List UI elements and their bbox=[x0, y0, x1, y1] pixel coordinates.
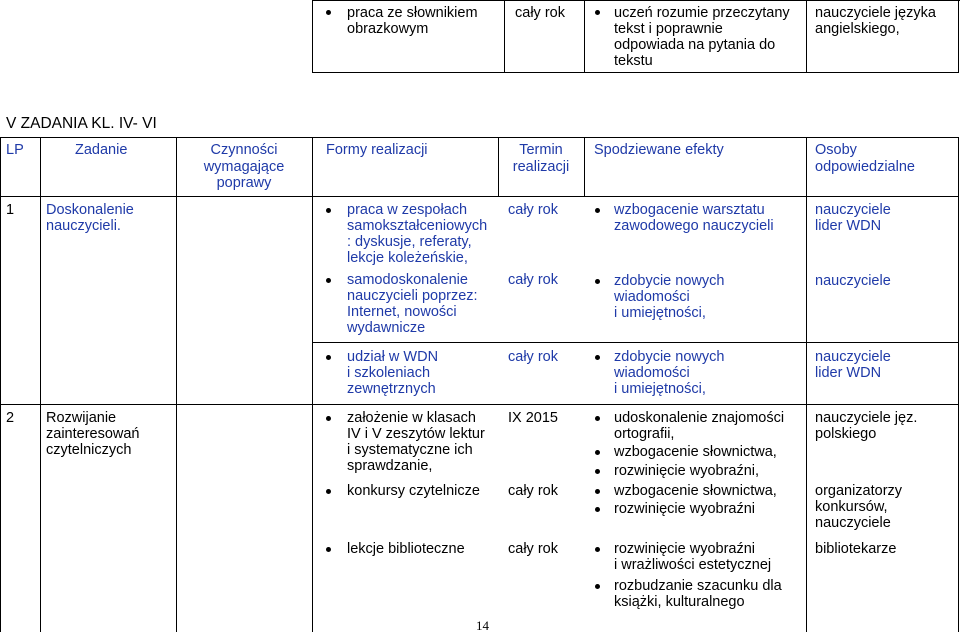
row2-forma1-line: i systematyczne ich bbox=[347, 442, 473, 458]
row1-forma2-line: samodoskonalenie bbox=[347, 272, 468, 288]
row1-efekt-line: zdobycie nowych bbox=[614, 349, 725, 365]
row2-forma1-line: założenie w klasach bbox=[347, 410, 476, 426]
main-table-row-divider bbox=[312, 404, 959, 405]
bullet bbox=[595, 10, 600, 15]
row1-forma1-line: lekcje koleżeńskie, bbox=[347, 250, 468, 266]
top-osoby-line: angielskiego, bbox=[815, 21, 900, 37]
row1-forma2-line: nauczycieli poprzez: bbox=[347, 288, 478, 304]
bullet bbox=[326, 208, 331, 213]
main-table-col-divider bbox=[584, 137, 585, 196]
top-table-bottom-border bbox=[312, 72, 959, 73]
row1-zadanie-line: nauczycieli. bbox=[46, 218, 121, 234]
row1-forma1-line: praca w zespołach bbox=[347, 202, 468, 218]
bullet bbox=[326, 416, 331, 421]
row2-osoby-line: nauczyciele jęz. bbox=[815, 410, 918, 426]
row2-efekt-line: rozbudzanie szacunku dla bbox=[614, 578, 782, 594]
top-efekt-line: tekst i poprawnie bbox=[614, 21, 723, 37]
row1-osoby-line: nauczyciele bbox=[815, 273, 891, 289]
bullet bbox=[326, 278, 331, 283]
header-termin-line: Termin bbox=[519, 142, 563, 158]
bullet bbox=[595, 489, 600, 494]
top-efekt-line: odpowiada na pytania do bbox=[614, 37, 776, 53]
row2-efekt-line: i wrażliwości estetycznej bbox=[614, 557, 772, 573]
top-table-left-border bbox=[312, 0, 313, 72]
bullet bbox=[595, 355, 600, 360]
header-efekty: Spodziewane efekty bbox=[594, 142, 724, 158]
top-table-col-divider bbox=[806, 0, 807, 72]
row1-forma3-line: udział w WDN bbox=[347, 349, 439, 365]
row1-forma2-line: wydawnicze bbox=[347, 320, 426, 336]
row1-termin: cały rok bbox=[508, 272, 558, 288]
main-table-col-divider bbox=[806, 137, 807, 632]
main-table-top-border bbox=[0, 137, 959, 138]
top-forma-line: praca ze słownikiem bbox=[347, 5, 478, 21]
row1-efekt-line: wzbogacenie warsztatu bbox=[614, 202, 765, 218]
row1-forma2-line: Internet, nowości bbox=[347, 304, 457, 320]
bullet bbox=[326, 547, 331, 552]
header-czynnosci-line: wymagające bbox=[203, 158, 285, 175]
row2-osoby-line: bibliotekarze bbox=[815, 541, 897, 557]
row2-forma1-line: sprawdzanie, bbox=[347, 458, 433, 474]
bullet bbox=[326, 10, 331, 15]
row2-zadanie-line: czytelniczych bbox=[46, 442, 132, 458]
top-table-col-divider bbox=[584, 0, 585, 72]
row1-forma1-line: : dyskusje, referaty, bbox=[347, 234, 472, 250]
top-osoby-line: nauczyciele języka bbox=[815, 5, 936, 21]
header-osoby-line: odpowiedzialne bbox=[815, 158, 915, 175]
row1-forma1-line: samokształceniowych bbox=[347, 218, 488, 234]
header-czynnosci-line: Czynności bbox=[210, 142, 278, 158]
row1-osoby-line: nauczyciele bbox=[815, 349, 891, 365]
header-czynnosci-line: poprawy bbox=[216, 175, 272, 191]
header-lp: LP bbox=[6, 142, 24, 158]
row2-lp: 2 bbox=[6, 410, 15, 426]
main-table-header-bottom bbox=[0, 196, 959, 197]
row2-termin: cały rok bbox=[508, 541, 558, 557]
main-table-right-border bbox=[958, 137, 959, 632]
main-table-left-border bbox=[0, 137, 1, 632]
header-termin bbox=[498, 142, 584, 175]
bullet bbox=[326, 489, 331, 494]
row2-efekt-line: książki, kulturalnego bbox=[614, 594, 745, 610]
row1-osoby-line: lider WDN bbox=[815, 365, 882, 381]
header-osoby-line: Osoby bbox=[815, 142, 857, 158]
row1-efekt-line: zawodowego nauczycieli bbox=[614, 218, 774, 234]
bullet bbox=[595, 208, 600, 213]
bullet bbox=[595, 416, 600, 421]
row2-efekt-line: rozwinięcie wyobraźni bbox=[614, 501, 756, 517]
bullet bbox=[595, 450, 600, 455]
row2-efekt-line: wzbogacenie słownictwa, bbox=[614, 483, 777, 499]
bullet bbox=[326, 355, 331, 360]
row2-forma3: lekcje biblioteczne bbox=[347, 541, 465, 557]
top-table-col-divider bbox=[504, 0, 505, 72]
main-table-row-divider bbox=[0, 404, 312, 405]
top-table-right-border bbox=[958, 0, 959, 72]
top-efekt-line: tekstu bbox=[614, 53, 653, 69]
bullet bbox=[595, 547, 600, 552]
section-title: V ZADANIA KL. IV- VI bbox=[6, 115, 157, 132]
row1-zadanie-line: Doskonalenie bbox=[46, 202, 134, 218]
row2-efekt-line: udoskonalenie znajomości bbox=[614, 410, 785, 426]
row1-termin: cały rok bbox=[508, 349, 558, 365]
header-czynnosci bbox=[176, 142, 312, 192]
row1-forma3-line: i szkoleniach bbox=[347, 365, 431, 381]
header-zadanie: Zadanie bbox=[75, 142, 128, 158]
header-termin-line: realizacji bbox=[512, 158, 570, 175]
bullet bbox=[595, 469, 600, 474]
top-table-top-border bbox=[312, 0, 960, 1]
row1-osoby-line: lider WDN bbox=[815, 218, 882, 234]
row1-osoby-line: nauczyciele bbox=[815, 202, 891, 218]
row2-osoby-line: organizatorzy bbox=[815, 483, 903, 499]
row2-forma1-line: IV i V zeszytów lektur bbox=[347, 426, 485, 442]
main-table-row-divider bbox=[312, 342, 959, 343]
row2-efekt-line: rozwinięcie wyobraźni bbox=[614, 541, 756, 557]
row2-efekt-line: wzbogacenie słownictwa, bbox=[614, 444, 777, 460]
main-table-col-divider bbox=[176, 137, 177, 632]
bullet bbox=[595, 584, 600, 589]
row2-zadanie-line: zainteresowań bbox=[46, 426, 140, 442]
row2-efekt-line: ortografii, bbox=[614, 426, 675, 442]
row1-efekt-line: wiadomości bbox=[614, 365, 690, 381]
header-formy: Formy realizacji bbox=[326, 142, 428, 158]
row2-osoby-line: polskiego bbox=[815, 426, 877, 442]
row2-osoby-line: nauczyciele bbox=[815, 515, 891, 531]
top-termin: cały rok bbox=[515, 5, 565, 21]
page-number: 14 bbox=[476, 618, 489, 633]
row2-osoby-line: konkursów, bbox=[815, 499, 888, 515]
row1-forma3-line: zewnętrznych bbox=[347, 381, 436, 397]
top-efekt-line: uczeń rozumie przeczytany bbox=[614, 5, 790, 21]
main-table-col-divider bbox=[40, 137, 41, 632]
row2-zadanie-line: Rozwijanie bbox=[46, 410, 117, 426]
row1-lp: 1 bbox=[6, 202, 15, 218]
header-osoby bbox=[815, 142, 915, 175]
row2-termin: cały rok bbox=[508, 483, 558, 499]
row1-termin: cały rok bbox=[508, 202, 558, 218]
bullet bbox=[595, 279, 600, 284]
row1-efekt-line: i umiejętności, bbox=[614, 305, 706, 321]
row1-efekt-line: i umiejętności, bbox=[614, 381, 706, 397]
main-table-col-divider bbox=[312, 137, 313, 632]
top-forma-line: obrazkowym bbox=[347, 21, 429, 37]
row2-efekt-line: rozwinięcie wyobraźni, bbox=[614, 463, 760, 479]
row1-efekt-line: zdobycie nowych bbox=[614, 273, 725, 289]
row2-forma2: konkursy czytelnicze bbox=[347, 483, 480, 499]
row2-termin: IX 2015 bbox=[508, 410, 558, 426]
row1-efekt-line: wiadomości bbox=[614, 289, 690, 305]
bullet bbox=[595, 507, 600, 512]
